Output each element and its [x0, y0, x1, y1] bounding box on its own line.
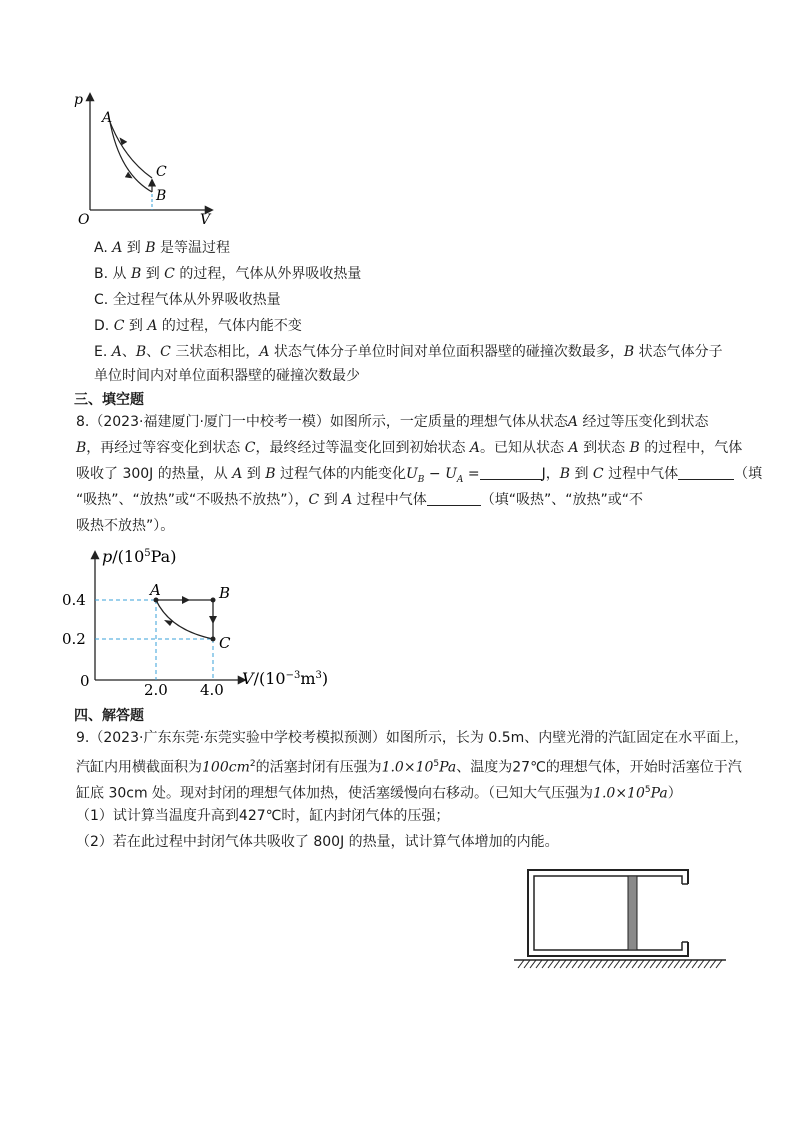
q9-line3: 缸底 30cm 处。现对封闭的理想气体加热，使活塞缓慢向右移动。（已知大气压强为$1.0\times 10^5Pa$）	[76, 785, 682, 802]
q7-option-e: E. A、B、C 三状态相比，A 状态气体分子单位时间对单位面积器壁的碰撞次数最多，B 状态气体分子	[94, 344, 723, 360]
q7-curve-c-to-a	[110, 122, 152, 178]
q8-x-tick-40: 4.0	[200, 681, 224, 699]
q7-p-label: p	[74, 92, 83, 108]
q9-cylinder-inner	[534, 876, 682, 950]
q8-v-axis-label: $V/(10^{-3}m^3)$	[242, 669, 329, 688]
q8-point-c: C	[219, 634, 231, 652]
q8-pv-graph	[60, 540, 350, 700]
q8-blank-1[interactable]	[480, 465, 542, 480]
q9-line1: 9.（2023·广东东莞·东莞实验中学校考模拟预测）如图所示，长为 0.5m、内壁光滑的汽缸固定在水平面上，	[76, 730, 749, 746]
q8-origin: 0	[80, 672, 90, 690]
q9-cylinder-diagram	[512, 862, 732, 974]
q8-arrow-a-to-b	[182, 596, 190, 604]
q7-option-a: A. A 到 B 是等温过程	[94, 240, 231, 256]
q8-line2: B，再经过等容变化到状态 C，最终经过等温变化回到初始状态 A。已知从状态 A 到状态 B 的过程中，气体	[76, 440, 743, 456]
q8-blank-3[interactable]	[427, 491, 481, 506]
q8-point-b: B	[219, 584, 231, 602]
q8-dot-c	[211, 637, 216, 642]
q8-arrow-c-to-a	[164, 620, 173, 626]
q8-point-a: A	[150, 581, 161, 599]
section4-title: 四、解答题	[74, 708, 144, 724]
q7-origin-label: O	[78, 212, 90, 228]
q7-point-c: C	[156, 164, 167, 180]
q9-subq2: （2）若在此过程中封闭气体共吸收了 800J 的热量，试计算气体增加的内能。	[76, 834, 559, 850]
q9-subq1: （1）试计算当温度升高到427℃时，缸内封闭气体的压强；	[76, 808, 450, 824]
q9-ground-hatch	[518, 960, 722, 968]
q8-x-tick-20: 2.0	[144, 681, 168, 699]
q7-pv-graph	[72, 88, 222, 228]
q8-blank-2[interactable]	[678, 465, 734, 480]
q9-cylinder-wall	[528, 870, 688, 956]
q8-line5: 吸热不放热”）。	[76, 518, 175, 534]
q7-option-d: D. C 到 A 的过程，气体内能不变	[94, 318, 302, 334]
q7-v-label: V	[200, 212, 211, 228]
q9-line2: 汽缸内用横截面积为$100cm^2$的活塞封闭有压强为$1.0\times 10^5Pa$、温度为27℃的理想气体，开始时活塞位于汽	[76, 759, 742, 776]
q7-curve-a-to-b	[110, 122, 152, 192]
q7-point-b: B	[156, 188, 167, 204]
q8-y-tick-02: 0.2	[62, 630, 86, 648]
q7-point-a: A	[102, 110, 113, 126]
q7-option-e-line2: 单位时间内对单位面积器壁的碰撞次数最少	[94, 368, 360, 384]
q8-dot-b	[211, 598, 216, 603]
q8-arrow-b-to-c	[209, 616, 217, 624]
q8-line3: 吸收了 300J 的热量，从 A 到 B 过程气体的内能变化$U_B - U_A = J$，B 到 C 过程中气体 （填	[76, 466, 763, 485]
q8-curve-c-to-a	[156, 600, 213, 639]
q9-piston	[628, 876, 637, 950]
q8-y-tick-04: 0.4	[62, 591, 86, 609]
q7-option-b: B. 从 B 到 C 的过程，气体从外界吸收热量	[94, 266, 362, 282]
section3-title: 三、填空题	[74, 392, 144, 408]
q7-option-c: C. 全过程气体从外界吸收热量	[94, 292, 281, 308]
q8-line4: “吸热”、“放热”或“不吸热不放热”），C 到 A 过程中气体 （填“吸热”、“放热”或“不	[76, 492, 643, 508]
q8-p-axis-label: $p/(10^5Pa)$	[102, 547, 177, 566]
q8-line1: 8.（2023·福建厦门·厦门一中校考一模）如图所示，一定质量的理想气体从状态A 经过等压变化到状态	[76, 414, 709, 430]
